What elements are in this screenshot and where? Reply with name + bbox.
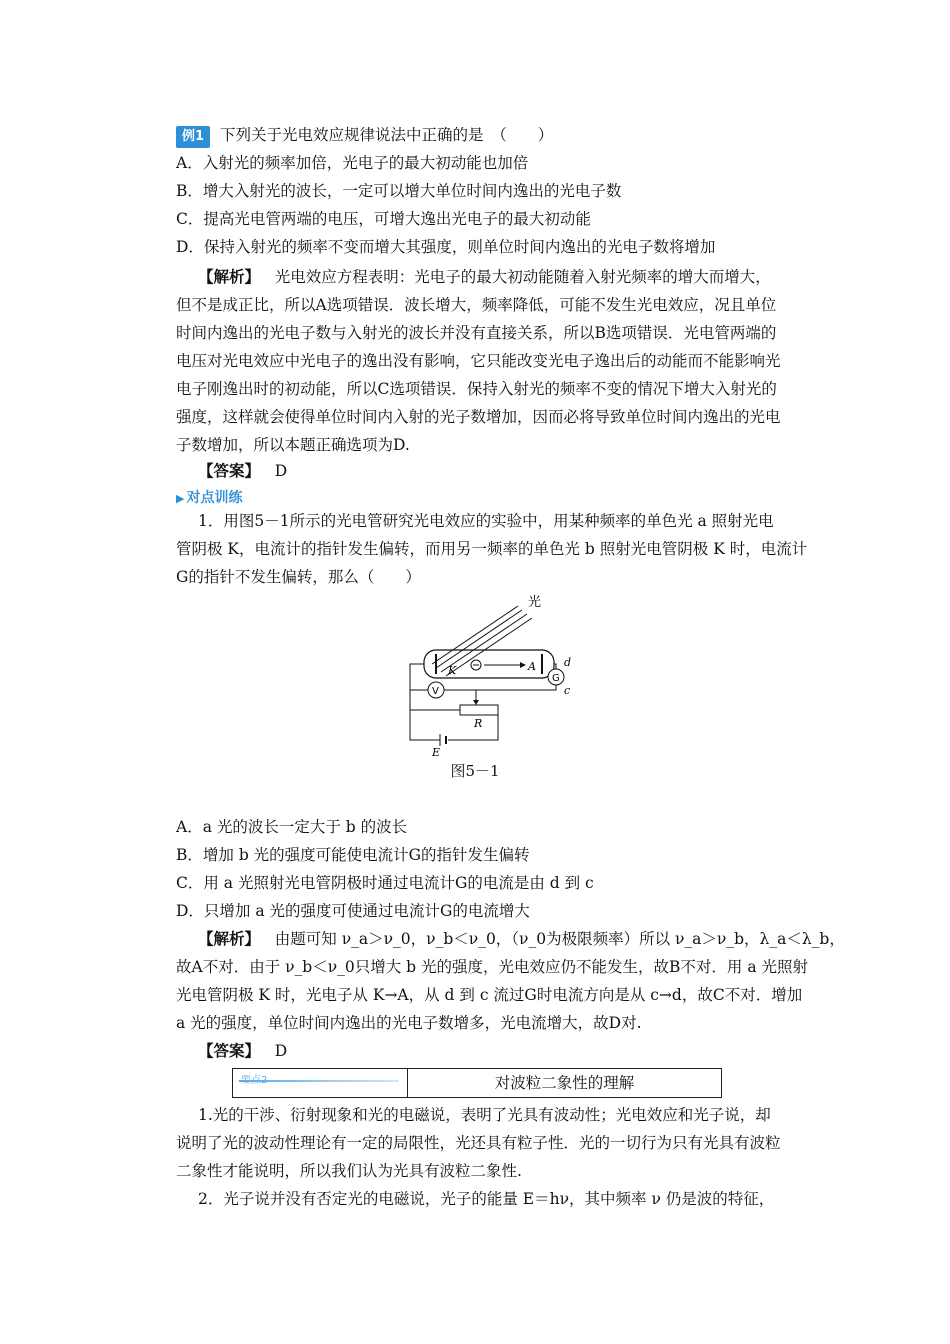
example-badge: 例1: [176, 126, 210, 148]
practice-analysis-label: 【解析】: [198, 929, 261, 948]
section-header-table: [232, 1068, 722, 1098]
practice-question-line-3: G的指针不发生偏转，那么（ ）: [176, 568, 421, 586]
practice-analysis-line-3: 光电管阴极 K 时，光电子从 K→A，从 d 到 c 流过G时电流方向是从 c→d，故C不对．增加: [176, 986, 803, 1004]
anode-label: A: [528, 660, 536, 673]
practice-tag: 对点训练: [186, 490, 243, 506]
example-analysis-line-6: 强度，这样就会使得单位时间内入射的光子数增加，因而必将导致单位时间内逸出的光电: [176, 408, 781, 426]
voltmeter-label: V: [432, 686, 439, 697]
example-analysis-line-7: 子数增加，所以本题正确选项为D.: [176, 436, 410, 454]
body-line-3: 二象性才能说明，所以我们认为光具有波粒二象性.: [176, 1162, 522, 1180]
example-option-a: A．入射光的频率加倍，光电子的最大初动能也加倍: [176, 154, 529, 172]
body-line-1: 1.光的干涉、衍射现象和光的电磁说，表明了光具有波动性；光电效应和光子说，却: [198, 1106, 771, 1124]
example-analysis-text: 光电效应方程表明：光电子的最大初动能随着入射光频率的增大而增大，: [274, 268, 771, 286]
galvanometer-label: G: [552, 673, 560, 684]
example-analysis-line-3: 时间内逸出的光电子数与入射光的波长并没有直接关系，所以B选项错误．光电管两端的: [176, 324, 777, 342]
body-line-4: 2．光子说并没有否定光的电磁说，光子的能量 E＝hν，其中频率 ν 仍是波的特征，: [198, 1190, 775, 1208]
section-label-bar: [239, 1080, 399, 1082]
play-triangle-icon: ▶: [176, 492, 185, 505]
example-option-d: D．保持入射光的频率不变而增大其强度，则单位时间内逸出的光电子数将增加: [176, 238, 716, 256]
example-analysis-label: 【解析】: [198, 267, 261, 286]
terminal-c-label: c: [564, 684, 571, 697]
rheostat-label: R: [474, 717, 483, 730]
example-option-c: C．提高光电管两端的电压，可增大逸出光电子的最大初动能: [176, 210, 591, 228]
example-option-b: B．增大入射光的波长，一定可以增大单位时间内逸出的光电子数: [176, 182, 622, 200]
rheostat: [460, 705, 498, 715]
practice-answer-label: 【答案】: [198, 1041, 261, 1060]
terminal-d-label: d: [564, 656, 572, 669]
example-analysis-line-2: 但不是成正比，所以A选项错误．波长增大，频率降低，可能不发生光电效应，况且单位: [176, 296, 777, 314]
practice-question-line-2: 管阴极 K，电流计的指针发生偏转，而用另一频率的单色光 b 照射光电管阴极 K 时，电流计: [176, 540, 808, 558]
practice-option-a: A．a 光的波长一定大于 b 的波长: [176, 818, 408, 836]
practice-question-line-1: 1．用图5－1所示的光电管研究光电效应的实验中，用某种频率的单色光 a 照射光电: [198, 512, 774, 530]
practice-option-c: C．用 a 光照射光电管阴极时通过电流计G的电流是由 d 到 c: [176, 874, 594, 892]
example-analysis-line-1: [198, 266, 838, 288]
example-answer: D: [274, 462, 288, 480]
practice-answer: D: [274, 1042, 288, 1060]
practice-answer-line: [198, 1040, 838, 1062]
practice-analysis-line-1: [198, 928, 845, 950]
battery-label: E: [432, 746, 441, 759]
photocell-circuit-figure: [400, 590, 590, 760]
cathode-label: K: [448, 664, 457, 677]
practice-option-b: B．增加 b 光的强度可能使电流计G的指针发生偏转: [176, 846, 530, 864]
practice-analysis-text: 由题可知 ν_a＞ν_0，ν_b＜ν_0，（ν_0为极限频率）所以 ν_a＞ν_b，λ_a＜λ_b，: [274, 930, 845, 948]
circuit-wires: [410, 664, 556, 740]
example-answer-label: 【答案】: [198, 461, 261, 480]
light-label: 光: [528, 595, 542, 610]
body-line-2: 说明了光的波动性理论有一定的局限性，光还具有粒子性．光的一切行为只有光具有波粒: [176, 1134, 781, 1152]
practice-analysis-line-2: 故A不对．由于 ν_b＜ν_0只增大 b 光的强度，光电效应仍不能发生，故B不对．用 a 光照射: [176, 958, 809, 976]
rheostat-slider: [473, 700, 479, 705]
section-label-cell: [233, 1069, 408, 1097]
example-analysis-line-4: 电压对光电效应中光电子的逸出没有影响，它只能改变光电子逸出后的动能而不能影响光: [176, 352, 781, 370]
figure-caption: 图5－1: [450, 762, 500, 780]
example-answer-line: [198, 460, 838, 482]
section-label: [241, 1071, 267, 1086]
practice-analysis-line-4: a 光的强度，单位时间内逸出的光电子数增多，光电流增大，故D对.: [176, 1014, 642, 1032]
example-analysis-line-5: 电子刚逸出时的初动能，所以C选项错误．保持入射光的频率不变的情况下增大入射光的: [176, 380, 777, 398]
section-title: 对波粒二象性的理解: [494, 1074, 635, 1092]
practice-tag-line: [176, 486, 816, 510]
example-question-line: [176, 124, 816, 148]
practice-option-d: D．只增加 a 光的强度可使通过电流计G的电流增大: [176, 902, 530, 920]
example-question: 下列关于光电效应规律说法中正确的是 （ ）: [220, 126, 554, 144]
